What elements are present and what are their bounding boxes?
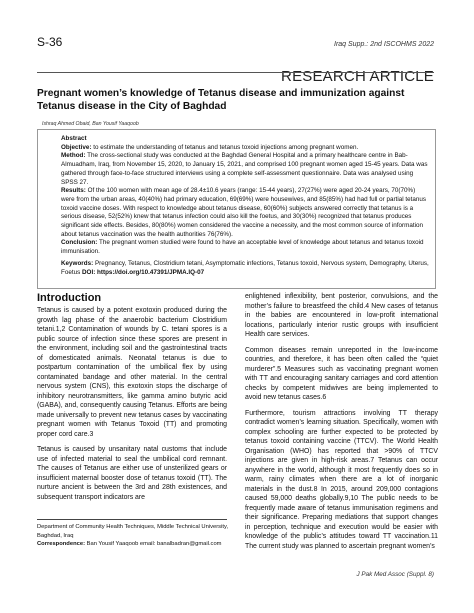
abstract-heading: Abstract (61, 135, 87, 142)
abstract-keywords: Keywords: Pregnancy, Tetanus, Clostridium tetani, Asymptomatic infections, Tetanus toxoid, Nervous system, Demography, Uterus, Foetus DOI: https://doi.org/10.47391/JPMA.IQ-07 (61, 259, 429, 276)
body-paragraph: enlightened inflexibility, bent posterior, convulsions, and the mother’s failure to breastfeed the child.4 New cases of tetanus in the babies are encountered in low-profit international locations, particularly interior rustic groups with insufficient Health care services. (245, 293, 438, 338)
footer-journal-ref: J Pak Med Assoc (Suppl. 8) (356, 571, 434, 578)
introduction-heading: Introduction (37, 292, 102, 304)
affiliation-line: Department of Community Health Techniques, Middle Technical University, (37, 524, 229, 530)
article-type-label: RESEARCH ARTICLE (281, 68, 434, 85)
left-column (37, 306, 227, 508)
header-rule (37, 72, 434, 73)
right-column (245, 292, 438, 557)
page-number: S-36 (37, 35, 63, 49)
author-list: Ishraq Ahmed Obaid, Ban Yousif Yaaqoob (42, 121, 139, 127)
affiliation-line: Baghdad, Iraq (37, 532, 74, 539)
abstract-method: Method: The cross-sectional study was conducted at the Baghdad General Hospital and a primary healthcare centre in Bab-Almuadham, Iraq, from November 15, 2020, to January 15, 2021, and comprised 100 pregnant women aged 15-45 years. Data was gathered through face-to-face structured interviews using a complete self-assessment questionnaire. Data was analysed using SPSS 27. (61, 152, 428, 186)
body-paragraph: Tetanus is caused by a potent exotoxin produced during the growth lag phase of the anaerobic bacterium Clostridium tetani.1,2 Contamination of wounds by C. tetani spores is a public source of infection since these spores are present in the environment, including soil and the gastrointestinal tracts of domesticated animals. Neonatal tetanus is due to postpartum contamination of the umbilical flex by using contaminated bandage and other material. In the central nervous system (CNS), this exotoxin stops the discharge of inhibitory neurotransmitters, like gamma amino butyric acid (GABA), and, consequently causing Tetanus. Efforts are being made universally to prevent new tetanus cases by vaccinating pregnant women with Tetanus Toxoid (TT) and promoting proper cord care.3 (37, 307, 227, 438)
body-paragraph: Furthermore, tourism attractions involving TT therapy contradict women’s learning situation. Specifically, women with complex schooling are further expected to be protected by tetanus toxoid containing vaccine (TTCV). The World Health Organisation (WHO) has reported that >90% of TTCV injections are given in high-risk areas.7 Tetanus can occur anywhere in the world, although it most frequently does so in warm, rainy climates when there are a lot of inorganic materials in the dust.8 In 2015, around 209,000 contagions caused 59,000 deaths globally.9,10 The public needs to be frequently made aware of tetanus immunisation regimens and their significance. Preparing mediations that support changes in perception, technique and execution would be easier with knowledge of the public’s attitudes toward TT vaccination.11 The current study was planned to ascertain pregnant women’s (245, 409, 438, 550)
journal-reference: Iraq Supp.: 2nd ISCOHMS 2022 (334, 41, 434, 48)
abstract (61, 135, 429, 277)
abstract-conclusion: Conclusion: The pregnant women studied were found to have an acceptable level of knowledge about tetanus and tetanus toxoid immunisation. (61, 239, 424, 256)
article-title: Pregnant women’s knowledge of Tetanus disease and immunization against Tetanus disease in the City of Baghdad (37, 88, 405, 112)
abstract-results: Results: Of the 100 women with mean age of 28.4±10.6 years (range: 15-44 years), 27(27%) were aged 20-24 years, 70(70%) were from the urban areas, 40(40%) had primary education, 69(69%) were housewives, and 85(85%) had had full or partial tetanus toxoid vaccine doses. With respect to knowledge about tetanus disease, 60(60%) subjects answered correctly that tetanus is a serious disease, 52(52%) knew that tetanus infection could also kill the foetus, and 30(30%) recognized that tetanus produces significant side effects. Besides, 80(80%) women considered the vaccine a necessity, and the most common source of information about tetanus vaccination was the health authorities 76(76%). (61, 187, 427, 238)
body-paragraph: Tetanus is caused by unsanitary natal customs that include use of infected material to seal the umbilical cord remnant. The causes of Tetanus are either use of unsterilized gears or insufficient maternal booster dose of tetanus toxoid (TT). The nurture ancient is between the 3rd and 28th existences, and subsequent transport indicators are (37, 446, 227, 501)
correspondence-line: Correspondence: Ban Yousif Yaaqoob email: banalbadran@gmail.com (37, 541, 222, 548)
doi-link[interactable]: DOI: https://doi.org/10.47391/JPMA.IQ-07 (82, 268, 205, 276)
abstract-objective: Objective: to estimate the understanding of tetanus and tetanus toxoid injections among pregnant women. (61, 143, 359, 151)
body-paragraph: Common diseases remain unreported in the low-income countries, and therefore, it has been often called the “quiet murderer”.5 Measures such as vaccinating pregnant women with TT and encouraging sanitary carriages and cord attention checks by competent midwives are being implemented to avoid new tetanus cases.6 (245, 346, 438, 401)
footnote-rule (37, 519, 227, 520)
footnote (37, 523, 237, 549)
